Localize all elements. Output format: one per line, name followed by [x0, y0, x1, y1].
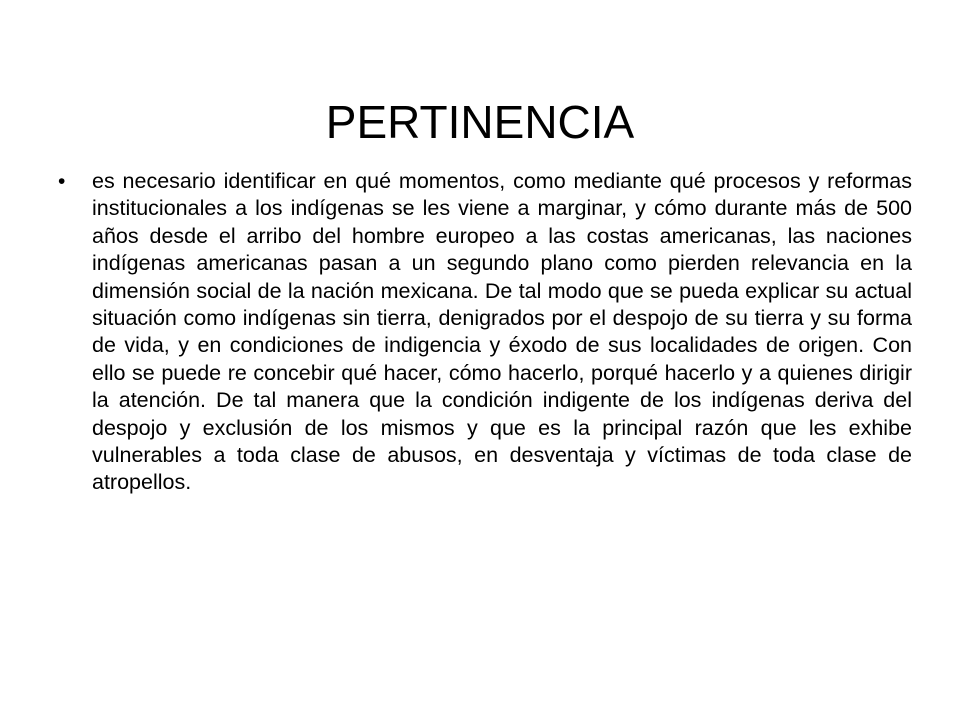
- bullet-list: [48, 168, 912, 497]
- bullet-marker: •: [58, 170, 66, 193]
- slide-title: PERTINENCIA: [325, 95, 635, 148]
- bullet-item: [48, 168, 912, 497]
- content-area: [48, 168, 912, 608]
- bullet-text: es necesario identificar en qué momentos, como mediante qué procesos y reformas institucionales a los indígenas se les viene a marginar, y cómo durante más de 500 años desde el arribo del hombre europeo a las costas americanas, las naciones indígenas americanas pasan a un segundo plano como pierden relevancia en la dimensión social de la nación mexicana. De tal modo que se pueda explicar su actual situación como indígenas sin tierra, denigrados por el despojo de su tierra y su forma de vida, y en condiciones de indigencia y éxodo de sus localidades de origen. Con ello se puede re concebir qué hacer, cómo hacerlo, porqué hacerlo y a quienes dirigir la atención. De tal manera que la condición indigente de los indígenas deriva del despojo y exclusión de los mismos y que es la principal razón que les exhibe vulnerables a toda clase de abusos, en desventaja y víctimas de toda clase de atropellos.: [92, 169, 912, 495]
